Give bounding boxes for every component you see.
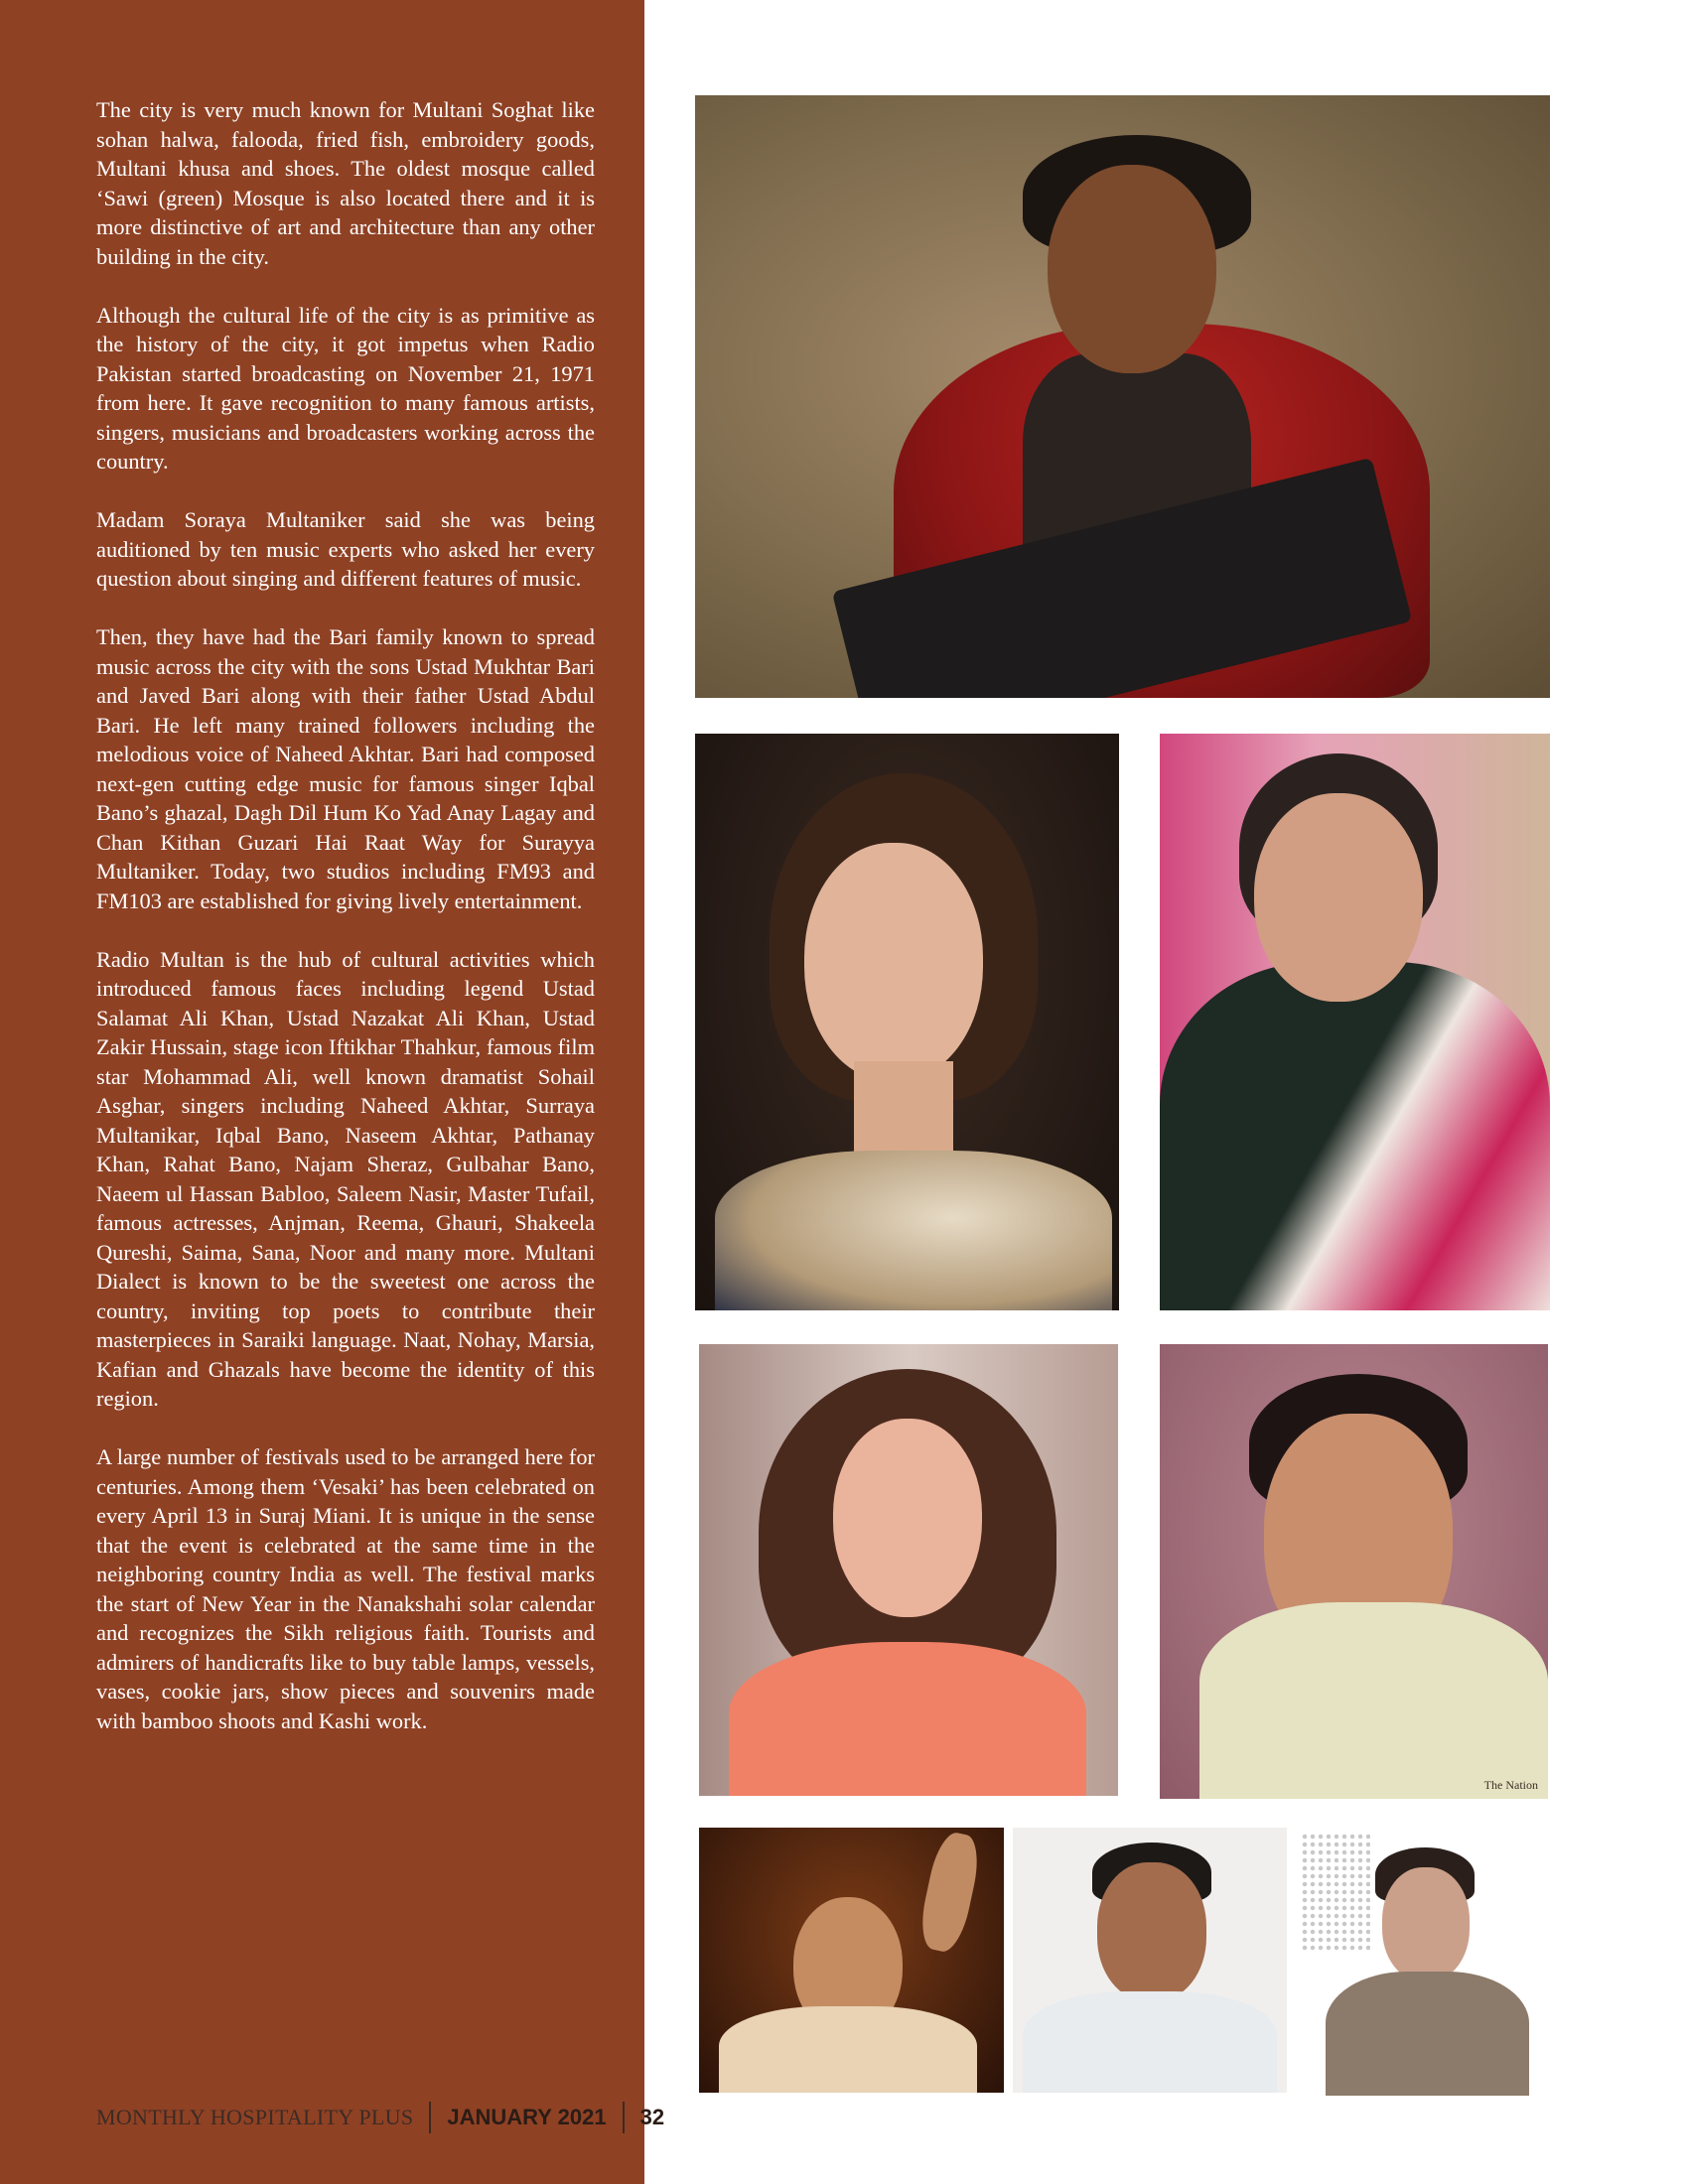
- photo-smiling-man-glasses: [1013, 1828, 1287, 2093]
- article-paragraph: Radio Multan is the hub of cultural activities which introduced famous faces including legend Ustad Salamat Ali Khan, Ustad Nazakat Ali Khan, Ustad Zakir Hussain, stage icon Iftikhar Thahkur, famous film star Mohammad Ali, well known dramatist Sohail Asghar, singers including Naheed Akhtar, Surraya Multanikar, Iqbal Bano, Naseem Akhtar, Pathanay Khan, Rahat Bano, Najam Sheraz, Gulbahar Bano, Naeem ul Hassan Babloo, Saleem Nasir, Master Tufail, famous actresses, Anjman, Reema, Ghauri, Shakeela Qureshi, Saima, Sana, Noor and many more. Multani Dialect is known to be the sweetest one across the country, inviting top poets to contribute their masterpieces in Saraiki language. Naat, Nohay, Marsia, Kafian and Ghazals have become the identity of this region.: [96, 946, 595, 1411]
- magazine-name: MONTHLY HOSPITALITY PLUS: [96, 2105, 414, 2129]
- article-paragraph: The city is very much known for Multani Soghat like sohan halwa, falooda, fried fish, embroidery goods, Multani khusa and shoes. The oldest mosque called ‘Sawi (green) Mosque is also located there and it is more distinctive of art and architecture than any other building in the city.: [96, 97, 595, 269]
- article-paragraph: Although the cultural life of the city is as primitive as the history of the city, it got impetus when Radio Pakistan started broadcasting on November 21, 1971 from here. It gave recognition to many famous artists, singers, musicians and broadcasters working across the country.: [96, 302, 595, 474]
- page-number: 32: [639, 2105, 665, 2129]
- figure-shape: [1199, 1602, 1548, 1799]
- figure-shape: [729, 1642, 1086, 1796]
- figure-shape: [1097, 1862, 1206, 2001]
- figure-shape: [915, 1830, 984, 1956]
- figure-shape: [1023, 1991, 1277, 2093]
- figure-shape: [1382, 1867, 1470, 1981]
- figure-shape: [1160, 962, 1550, 1310]
- photo-older-woman-portrait: [1160, 734, 1550, 1310]
- figure-shape: [804, 843, 983, 1081]
- article-paragraph: Madam Soraya Multaniker said she was being auditioned by ten music experts who asked her every question about singing and different features of music.: [96, 507, 595, 591]
- article-paragraph: A large number of festivals used to be arranged here for centuries. Among them ‘Vesaki’ has been celebrated on every April 13 in Suraj Miani. It is unique in the sense that the event is celebrated at the same time in the neighboring country India as well. The festival marks the start of New Year in the Nanakshahi solar calendar and recognizes the Sikh religious faith. Tourists and admirers of handicrafts like to buy table lamps, vessels, vases, cookie jars, show pieces and souvenirs made with bamboo shoots and Kashi work.: [96, 1444, 595, 1733]
- issue-date: JANUARY 2021: [447, 2105, 607, 2129]
- figure-shape: [719, 2006, 977, 2093]
- photo-singer-on-stage: [699, 1828, 1004, 2093]
- figure-shape: [833, 1419, 982, 1617]
- footer-divider: [429, 2102, 431, 2133]
- figure-shape: [1048, 165, 1216, 373]
- article-body: [96, 95, 595, 1765]
- photo-credit: The Nation: [1483, 1778, 1538, 1792]
- figure-shape: [715, 1151, 1112, 1310]
- photo-young-woman-portrait: [695, 734, 1119, 1310]
- footer-divider: [623, 2102, 625, 2133]
- figure-shape: [1326, 1972, 1529, 2096]
- photo-musician-with-instrument: [695, 95, 1550, 698]
- page-footer: [96, 2103, 664, 2132]
- photo-vintage-man-portrait: [1160, 1344, 1548, 1799]
- photo-woman-with-headpiece: [699, 1344, 1118, 1796]
- figure-shape: [1254, 793, 1423, 1002]
- article-paragraph: Then, they have had the Bari family known to spread music across the city with the sons Ustad Mukhtar Bari and Javed Bari along with their father Ustad Abdul Bari. He left many trained followers including the melodious voice of Naheed Akhtar. Bari had composed next-gen cutting edge music for famous singer Iqbal Bano’s ghazal, Dagh Dil Hum Ko Yad Anay Lagay and Chan Kithan Guzari Hai Raat Way for Surayya Multaniker. Today, two studios including FM93 and FM103 are established for giving lively entertainment.: [96, 624, 595, 913]
- photo-man-in-suit: [1296, 1828, 1539, 2096]
- figure-shape: [1301, 1833, 1370, 1952]
